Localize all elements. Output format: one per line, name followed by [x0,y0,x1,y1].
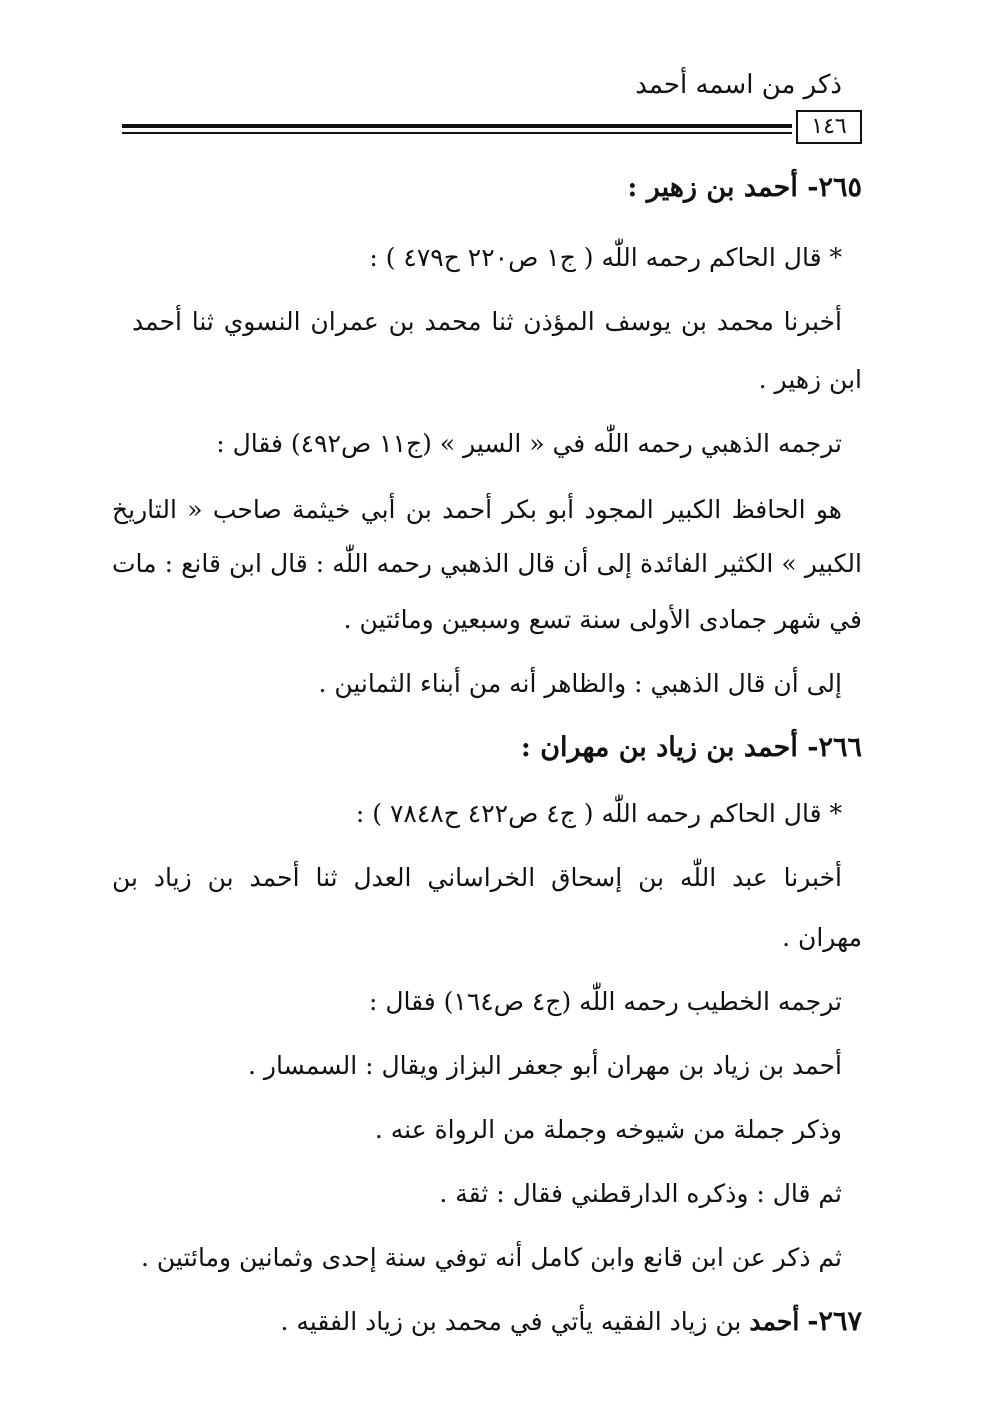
entry-title: أحمد بن زياد بن مهران : [520,732,798,763]
running-head: ذكر من اسمه أحمد [635,70,842,100]
entry-heading-265 [627,168,862,208]
paragraph-line: أخبرنا عبد اللّٰه بن إسحاق الخراساني العدل ثنا أحمد بن زياد بن [112,863,842,892]
paragraph-line: هو الحافظ الكبير المجود أبو بكر أحمد بن أبي خيثمة صاحب « التاريخ [112,495,842,524]
paragraph-line: ثم قال : وذكره الدارقطني فقال : ثقة . [439,1179,842,1208]
header-rule-thick [122,124,792,128]
source-citation: * قال الحاكم رحمه اللّٰه ( ج٤ ص٤٢٢ ح٧٨٤٨ ) : [355,799,842,828]
entry-number: ٢٦٥- [807,172,862,203]
paragraph-line: ترجمه الذهبي رحمه اللّٰه في « السير » (ج١١ ص٤٩٢) فقال : [216,429,842,458]
entry-title: أحمد بن زهير : [627,172,798,203]
paragraph-line: أحمد بن زياد بن مهران أبو جعفر البزاز ويقال : السمسار . [248,1051,842,1080]
paragraph-line: أخبرنا محمد بن يوسف المؤذن ثنا محمد بن عمران النسوي ثنا أحمد [132,307,842,336]
paragraph-line: وذكر جملة من شيوخه وجملة من الرواة عنه . [374,1115,842,1144]
paragraph-line: ثم ذكر عن ابن قانع وابن كامل أنه توفي سنة إحدى وثمانين ومائتين . [141,1243,842,1272]
entry-line-267 [280,1302,862,1342]
source-citation: * قال الحاكم رحمه اللّٰه ( ج١ ص٢٢٠ ح٤٧٩ ) : [369,243,842,272]
header-rule-thin [122,132,792,134]
entry-text: بن زياد الفقيه يأتي في محمد بن زياد الفقيه . [280,1307,742,1336]
entry-number: ٢٦٧- [807,1306,862,1337]
page-number: ١٤٦ [796,110,862,144]
paragraph-line: مهران . [782,923,862,952]
paragraph-line: الكبير » الكثير الفائدة إلى أن قال الذهبي رحمه اللّٰه : قال ابن قانع : مات [112,549,862,578]
paragraph-line: في شهر جمادى الأولى سنة تسع وسبعين ومائتين . [343,605,862,634]
paragraph-line: إلى أن قال الذهبي : والظاهر أنه من أبناء الثمانين . [318,669,842,698]
paragraph-line: ابن زهير . [758,365,862,394]
paragraph-line: ترجمه الخطيب رحمه اللّٰه (ج٤ ص١٦٤) فقال : [368,987,842,1016]
header-rule [122,108,862,144]
entry-name: أحمد [749,1307,800,1336]
entry-heading-266 [521,728,862,768]
entry-number: ٢٦٦- [807,732,862,763]
